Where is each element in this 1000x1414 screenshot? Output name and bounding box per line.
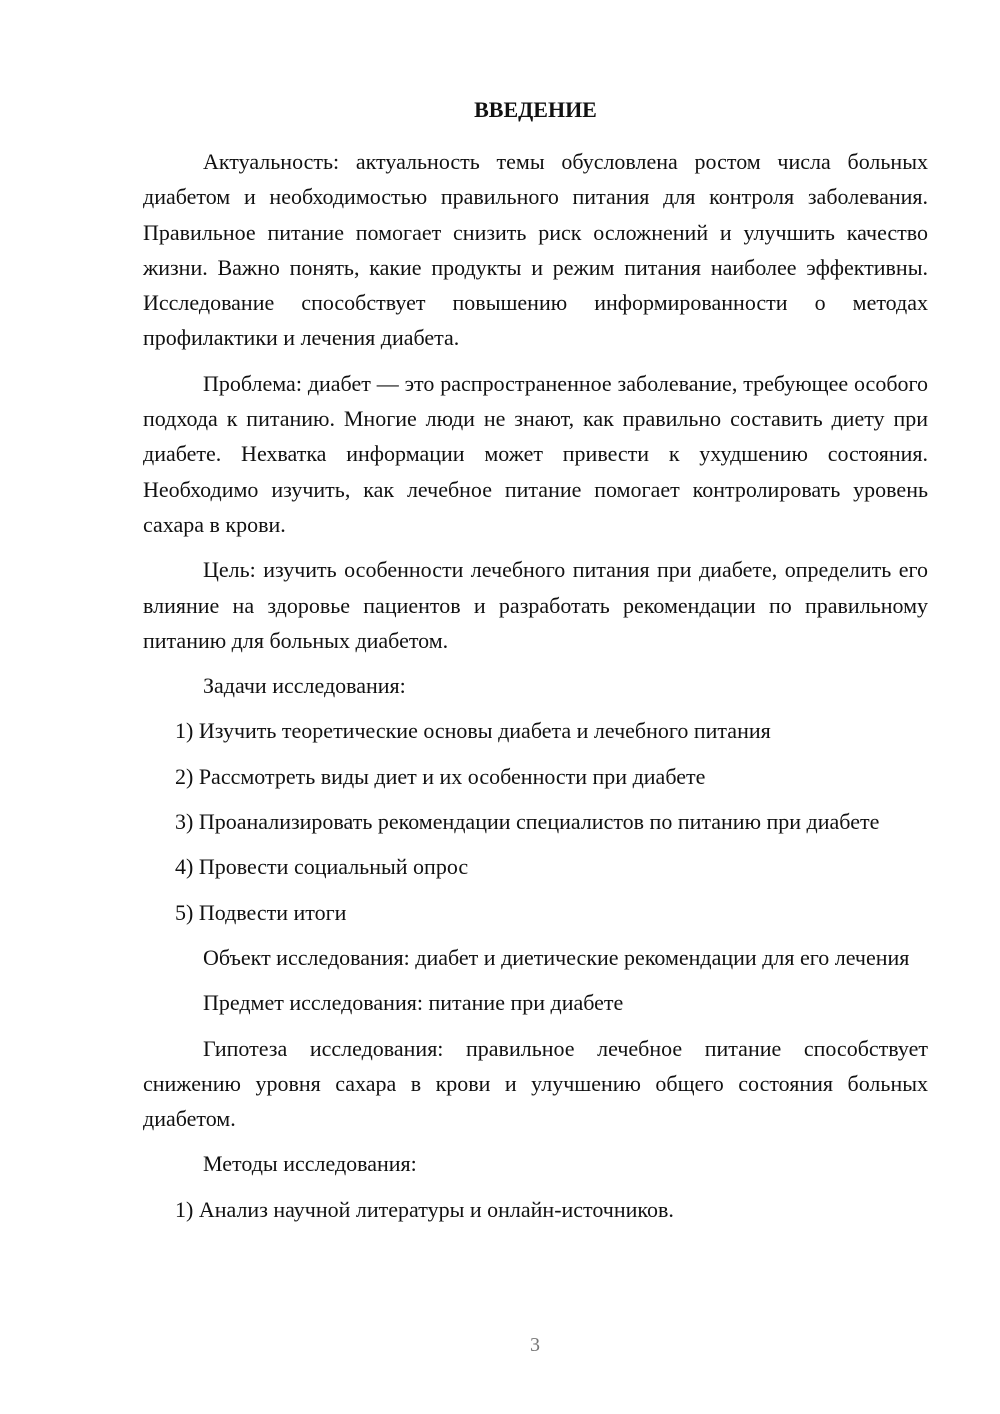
goal-paragraph: Цель: изучить особенности лечебного питания при диабете, определить его влияние на здоровье пациентов и разработать рекомендации по правильному питанию для больных диабетом. <box>143 557 928 653</box>
problem-paragraph: Проблема: диабет — это распространенное заболевание, требующее особого подхода к питанию. Многие люди не знают, как правильно составить диету при диабете. Нехватка информации может привести к ухудшению состояния. Необходимо изучить, как лечебное питание помогает контролировать уровень сахара в крови. <box>143 370 928 537</box>
task-item-4: 4) Провести социальный опрос <box>175 854 469 880</box>
task-item-5: 5) Подвести итоги <box>175 899 347 925</box>
methods-heading: Методы исследования: <box>203 1151 417 1177</box>
hypothesis-paragraph: Гипотеза исследования: правильное лечебное питание способствует снижению уровня сахара в крови и улучшению общего состояния больных диабетом. <box>143 1035 928 1132</box>
research-subject-paragraph: Предмет исследования: питание при диабете <box>203 990 624 1016</box>
task-item-1: 1) Изучить теоретические основы диабета и лечебного питания <box>175 718 771 744</box>
relevance-paragraph: Актуальность: актуальность темы обусловлена ростом числа больных диабетом и необходимостью правильного питания для контроля заболевания. Правильное питание помогает снизить риск осложнений и улучшить качество жизни. Важно понять, какие продукты и режим питания наиболее эффективны. Исследование способствует повышению информированности о методах профилактики и лечения диабета. <box>143 149 928 351</box>
page-title: ВВЕДЕНИЕ <box>474 97 597 122</box>
task-item-2: 2) Рассмотреть виды диет и их особенности при диабете <box>175 763 706 789</box>
research-object-paragraph: Объект исследования: диабет и диетические рекомендации для его лечения <box>203 944 910 970</box>
task-item-3: 3) Проанализировать рекомендации специалистов по питанию при диабете <box>175 809 880 835</box>
document-body <box>143 94 928 1237</box>
tasks-heading: Задачи исследования: <box>203 673 406 699</box>
method-item-1: 1) Анализ научной литературы и онлайн-источников. <box>175 1196 674 1222</box>
page-number: 3 <box>530 1334 540 1356</box>
